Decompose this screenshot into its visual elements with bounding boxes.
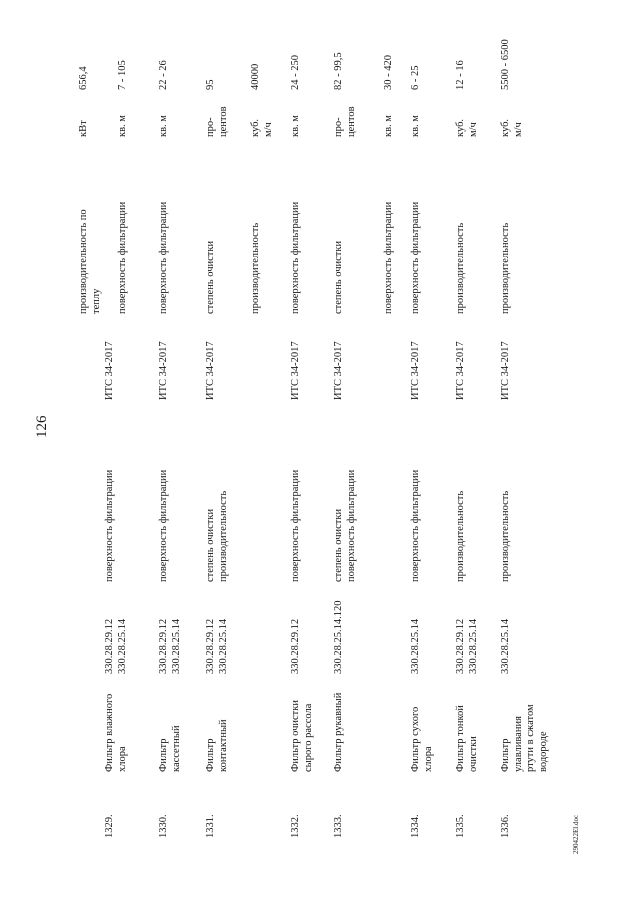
- unit-line: куб.: [455, 118, 466, 137]
- equipment-name-line: Фильтр очистки: [290, 700, 301, 772]
- unit-line: про-: [333, 117, 344, 137]
- parameter-description: [290, 470, 303, 582]
- value: [410, 66, 423, 91]
- parameter-description-line: производительность: [455, 490, 466, 582]
- unit: [158, 115, 171, 137]
- okpd-codes-line: 330.28.25.14.120: [333, 600, 344, 674]
- parameter-name-line: производительность: [250, 222, 261, 314]
- row-number-line: 1336.: [500, 814, 511, 838]
- parameter-description: [410, 470, 423, 582]
- equipment-name-line: Фильтр тонкой: [455, 705, 466, 772]
- row-number-line: 1335.: [455, 814, 466, 838]
- row-number: [333, 814, 346, 838]
- standard-reference: [104, 341, 117, 400]
- equipment-name-line: очистки: [467, 736, 479, 772]
- value: [333, 52, 346, 90]
- equipment-name-line: Фильтр: [205, 738, 216, 772]
- unit-line: куб.: [500, 118, 511, 137]
- okpd-codes-line: 330.28.25.14: [500, 618, 511, 674]
- unit-line: м/ч: [512, 122, 524, 137]
- okpd-codes: [158, 619, 183, 674]
- parameter-description: [158, 470, 171, 582]
- equipment-name-line: Фильтр влажного: [104, 693, 115, 772]
- value-line: 5500 - 6500: [500, 39, 511, 90]
- value: [205, 80, 218, 91]
- okpd-codes-line: 330.28.29.12: [104, 618, 115, 674]
- standard-reference-line: ИТС 34-2017: [290, 341, 301, 400]
- parameter-name-line: поверхность фильтрации: [410, 201, 421, 314]
- standard-reference: [410, 341, 423, 400]
- value-line: 7 - 105: [117, 60, 128, 90]
- unit-line: кв. м: [383, 115, 394, 137]
- value: [78, 66, 91, 90]
- okpd-codes-line: 330.28.25.14: [467, 618, 479, 674]
- equipment-name-line: сырого рассола: [302, 703, 314, 772]
- standard-reference: [158, 341, 171, 400]
- footer-filename: 290422El.doc: [572, 814, 580, 854]
- equipment-name-line: кассетный: [170, 725, 182, 772]
- okpd-codes-line: 330.28.29.12: [158, 618, 169, 674]
- parameter-name-line: степень очистки: [205, 240, 216, 314]
- parameter-name-line: поверхность фильтрации: [117, 201, 128, 314]
- okpd-codes-line: 330.28.25.14: [170, 618, 182, 674]
- okpd-codes-line: 330.28.25.14: [217, 618, 229, 674]
- parameter-name-line: производительность: [455, 222, 466, 314]
- okpd-codes-line: 330.28.29.12: [455, 618, 466, 674]
- parameter-name-line: теплу: [90, 288, 102, 314]
- okpd-codes-line: 330.28.29.12: [290, 618, 301, 674]
- equipment-name-line: контактный: [217, 719, 229, 772]
- parameter-description: [205, 491, 230, 582]
- row-number-line: 1329.: [104, 814, 115, 838]
- row-number-line: 1331.: [205, 814, 216, 838]
- unit: [250, 119, 275, 137]
- equipment-name-line: водороде: [537, 731, 549, 772]
- unit-line: кв. м: [290, 115, 301, 137]
- okpd-codes-line: 330.28.29.12: [205, 618, 216, 674]
- parameter-description-line: поверхность фильтрации: [104, 469, 115, 582]
- value: [290, 55, 303, 90]
- parameter-description-line: поверхность фильтрации: [345, 469, 357, 582]
- okpd-codes: [104, 619, 129, 674]
- parameter-name-line: поверхность фильтрации: [158, 201, 169, 314]
- unit-line: кВт: [78, 120, 89, 137]
- value-line: 95: [205, 79, 216, 90]
- standard-reference-line: ИТС 34-2017: [500, 341, 511, 400]
- unit-line: про-: [205, 117, 216, 137]
- okpd-codes: [290, 619, 303, 674]
- parameter-description-line: поверхность фильтрации: [290, 469, 301, 582]
- row-number-line: 1330.: [158, 814, 169, 838]
- okpd-codes: [410, 619, 423, 674]
- okpd-codes: [205, 619, 230, 674]
- parameter-name: [158, 202, 171, 314]
- standard-reference-line: ИТС 34-2017: [205, 341, 216, 400]
- standard-reference-line: ИТС 34-2017: [158, 341, 169, 400]
- page-number: 126: [34, 415, 50, 438]
- unit: [500, 119, 525, 137]
- unit-line: центов: [345, 106, 357, 137]
- okpd-codes: [333, 601, 346, 675]
- row-number: [104, 814, 117, 838]
- parameter-description-line: степень очистки: [205, 508, 216, 582]
- standard-reference-line: ИТС 34-2017: [333, 341, 344, 400]
- unit: [383, 115, 396, 137]
- standard-reference-line: ИТС 34-2017: [104, 341, 115, 400]
- standard-reference: [500, 341, 513, 400]
- value: [500, 39, 513, 90]
- parameter-description-line: поверхность фильтрации: [158, 469, 169, 582]
- equipment-name: [205, 719, 230, 772]
- equipment-name: [410, 707, 435, 772]
- standard-reference: [455, 341, 468, 400]
- parameter-description-line: производительность: [500, 490, 511, 582]
- equipment-name: [333, 693, 346, 772]
- parameter-description: [455, 491, 468, 582]
- unit: [290, 115, 303, 137]
- unit: [78, 120, 91, 137]
- equipment-name: [158, 725, 183, 772]
- parameter-name: [205, 241, 218, 314]
- row-number: [158, 814, 171, 838]
- parameter-name: [117, 202, 130, 314]
- parameter-name: [250, 223, 263, 314]
- equipment-name: [290, 700, 315, 772]
- equipment-name: [455, 705, 480, 772]
- parameter-name-line: производительность: [500, 222, 511, 314]
- equipment-name-line: Фильтр: [500, 738, 511, 772]
- okpd-codes-line: 330.28.25.14: [116, 618, 128, 674]
- value: [250, 64, 263, 90]
- okpd-codes: [500, 619, 513, 674]
- row-number: [455, 814, 468, 838]
- row-number: [500, 814, 513, 838]
- unit: [455, 119, 480, 137]
- equipment-name-line: ртути в сжатом: [525, 704, 536, 772]
- equipment-name: [500, 704, 550, 772]
- standard-reference-line: ИТС 34-2017: [410, 341, 421, 400]
- parameter-name: [500, 223, 513, 314]
- parameter-name-line: поверхность фильтрации: [290, 201, 301, 314]
- value-line: 12 - 16: [455, 60, 466, 90]
- equipment-name-line: Фильтр: [158, 738, 169, 772]
- value: [117, 60, 130, 90]
- value: [455, 60, 468, 90]
- unit: [410, 115, 423, 137]
- unit-line: кв. м: [117, 115, 128, 137]
- parameter-description-line: степень очистки: [333, 508, 344, 582]
- parameter-name-line: производительность по: [78, 209, 89, 314]
- value-line: 24 - 250: [290, 55, 301, 90]
- parameter-name: [383, 202, 396, 314]
- standard-reference: [205, 341, 218, 400]
- parameter-name-line: поверхность фильтрации: [383, 201, 394, 314]
- parameter-description: [500, 491, 513, 582]
- equipment-name: [104, 694, 129, 772]
- unit-line: кв. м: [410, 115, 421, 137]
- standard-reference: [290, 341, 303, 400]
- parameter-name-line: степень очистки: [333, 240, 344, 314]
- row-number-line: 1333.: [333, 814, 344, 838]
- parameter-name: [333, 241, 346, 314]
- unit: [117, 115, 130, 137]
- parameter-description: [104, 470, 117, 582]
- value-line: 6 - 25: [410, 65, 421, 90]
- value: [383, 55, 396, 90]
- row-number: [410, 814, 423, 838]
- unit: [333, 106, 358, 137]
- row-number: [290, 814, 303, 838]
- unit-line: м/ч: [262, 122, 274, 137]
- unit: [205, 106, 230, 137]
- okpd-codes-line: 330.28.25.14: [410, 618, 421, 674]
- standard-reference: [333, 341, 346, 400]
- value-line: 22 - 26: [158, 60, 169, 90]
- parameter-description-line: производительность: [217, 490, 229, 582]
- unit-line: м/ч: [467, 122, 479, 137]
- parameter-name: [410, 202, 423, 314]
- parameter-description: [333, 470, 358, 582]
- parameter-name: [455, 223, 468, 314]
- parameter-name: [290, 202, 303, 314]
- row-number-line: 1334.: [410, 814, 421, 838]
- equipment-name-line: хлора: [422, 746, 434, 772]
- unit-line: кв. м: [158, 115, 169, 137]
- equipment-name-line: улавливания: [512, 716, 524, 772]
- row-number: [205, 814, 218, 838]
- value-line: 82 - 99,5: [333, 52, 344, 90]
- equipment-name-line: хлора: [116, 746, 128, 772]
- value-line: 656,4: [78, 66, 89, 90]
- value: [158, 60, 171, 90]
- equipment-name-line: Фильтр рукавный: [333, 692, 344, 772]
- parameter-description-line: поверхность фильтрации: [410, 469, 421, 582]
- row-number-line: 1332.: [290, 814, 301, 838]
- unit-line: куб.: [250, 118, 261, 137]
- value-line: 30 - 420: [383, 55, 394, 90]
- parameter-name: [78, 209, 103, 314]
- unit-line: центов: [217, 106, 229, 137]
- equipment-name-line: Фильтр сухого: [410, 706, 421, 772]
- standard-reference-line: ИТС 34-2017: [455, 341, 466, 400]
- okpd-codes: [455, 619, 480, 674]
- value-line: 40000: [250, 63, 261, 90]
